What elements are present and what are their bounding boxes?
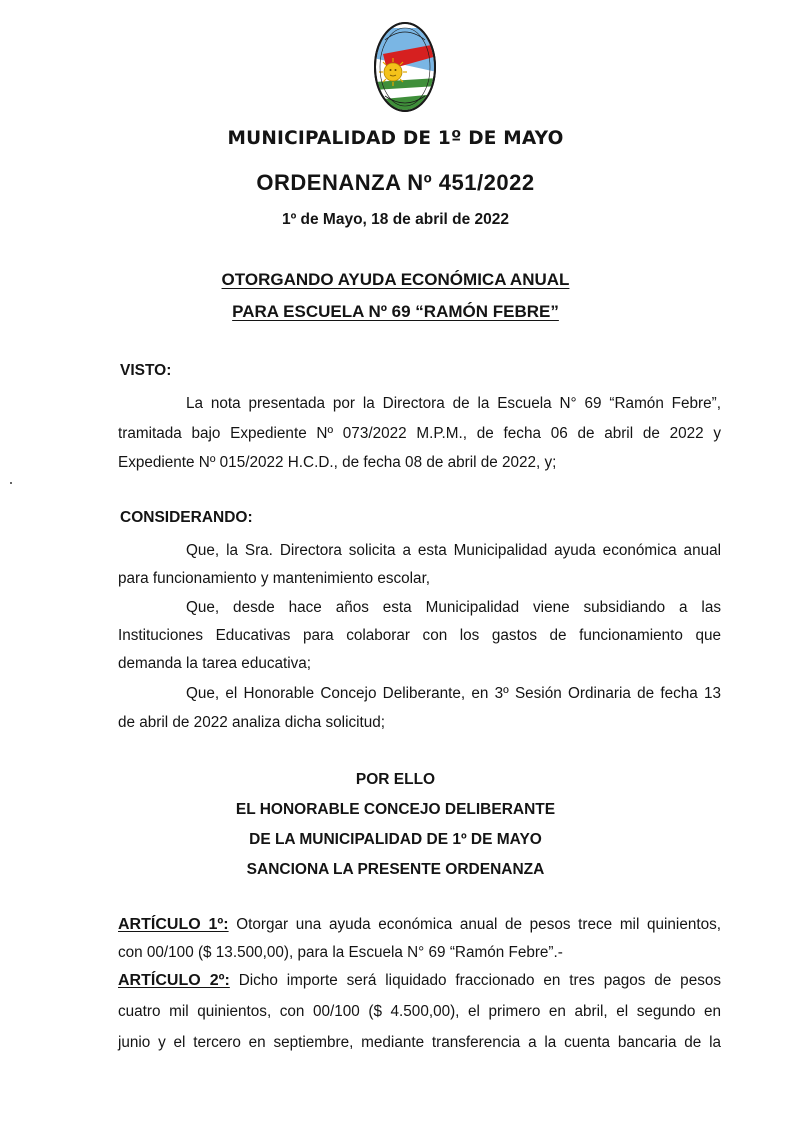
article-2-first-line xyxy=(118,972,721,990)
considerando-line: de abril de 2022 analiza dicha solicitud; xyxy=(118,714,386,731)
article-2-line: junio y el tercero en septiembre, mediante transferencia a la cuenta bancaria de la xyxy=(118,1034,721,1051)
considerando-line: Que, la Sra. Directora solicita a esta Municipalidad ayuda económica anual xyxy=(186,542,721,559)
article-2-line: cuatro mil quinientos, con 00/100 ($ 4.500,00), el primero en abril, el segundo en xyxy=(118,1003,721,1020)
article-2-label: ARTÍCULO 2º: xyxy=(118,972,230,989)
visto-heading: VISTO: xyxy=(120,362,172,379)
por-ello-line: DE LA MUNICIPALIDAD DE 1º DE MAYO xyxy=(249,831,542,848)
visto-line: La nota presentada por la Directora de la Escuela N° 69 “Ramón Febre”, xyxy=(186,395,721,412)
considerando-line: demanda la tarea educativa; xyxy=(118,655,312,672)
article-1-label: ARTÍCULO 1º: xyxy=(118,916,229,933)
municipality-name: MUNICIPALIDAD DE 1º DE MAYO xyxy=(227,128,564,149)
visto-line: tramitada bajo Expediente Nº 073/2022 M.P.M., de fecha 06 de abril de 2022 y xyxy=(118,425,721,442)
scan-speck xyxy=(10,482,12,484)
considerando-line: Que, desde hace años esta Municipalidad viene subsidiando a las xyxy=(186,599,721,616)
visto-line: Expediente Nº 015/2022 H.C.D., de fecha 08 de abril de 2022, y; xyxy=(118,454,557,471)
article-2-text: Dicho importe será liquidado fraccionado en tres pagos de pesos xyxy=(229,972,721,989)
por-ello-line: SANCIONA LA PRESENTE ORDENANZA xyxy=(246,861,545,878)
municipal-seal-logo xyxy=(373,20,437,114)
considerando-line: para funcionamiento y mantenimiento escolar, xyxy=(118,570,431,587)
article-1-text: Otorgar una ayuda económica anual de pesos trece mil quinientos, xyxy=(228,916,722,933)
ordinance-number: ORDENANZA Nº 451/2022 xyxy=(256,170,535,195)
por-ello-line: EL HONORABLE CONCEJO DELIBERANTE xyxy=(235,801,556,818)
por-ello-line: POR ELLO xyxy=(355,771,436,788)
considerando-line: Instituciones Educativas para colaborar con los gastos de funcionamiento que xyxy=(118,627,721,644)
considerando-line: Que, el Honorable Concejo Deliberante, en 3º Sesión Ordinaria de fecha 13 xyxy=(186,685,721,702)
title-line-2: PARA ESCUELA Nº 69 “RAMÓN FEBRE” xyxy=(232,302,559,321)
place-date: 1º de Mayo, 18 de abril de 2022 xyxy=(281,211,510,228)
article-1-first-line xyxy=(118,916,721,934)
considerando-heading: CONSIDERANDO: xyxy=(120,509,253,526)
title-line-1: OTORGANDO AYUDA ECONÓMICA ANUAL xyxy=(221,270,570,289)
article-1-line: con 00/100 ($ 13.500,00), para la Escuela N° 69 “Ramón Febre”.- xyxy=(118,944,563,961)
